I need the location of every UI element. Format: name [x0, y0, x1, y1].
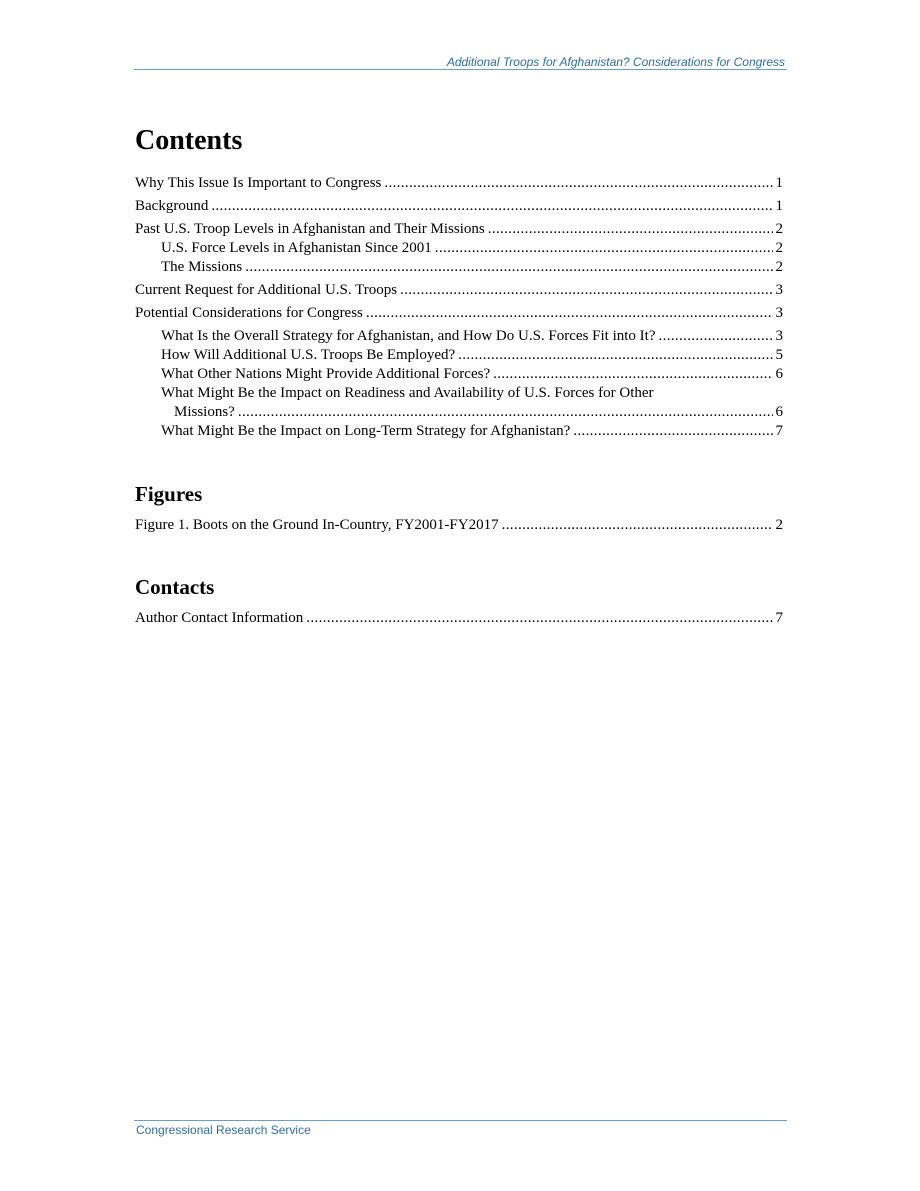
toc-entry[interactable]	[135, 304, 783, 323]
contents-list	[135, 174, 783, 441]
toc-subentry[interactable]	[135, 239, 783, 258]
toc-entry-text: Author Contact Information	[135, 610, 304, 626]
contents-title: Contents	[135, 125, 243, 156]
toc-entry-page: 2	[775, 259, 783, 275]
toc-entry-text: Background	[135, 198, 209, 214]
toc-subentry[interactable]	[135, 365, 783, 384]
header-rule	[134, 69, 787, 70]
contacts-heading: Contacts	[135, 575, 215, 599]
toc-entry-page: 5	[775, 347, 783, 363]
toc-subentry[interactable]	[135, 384, 783, 422]
toc-entry-page: 2	[775, 221, 783, 237]
toc-entry-text: Figure 1. Boots on the Ground In-Country, FY2001-FY2017	[135, 517, 499, 533]
toc-entry[interactable]	[135, 516, 783, 535]
toc-entry-page: 7	[775, 610, 783, 626]
toc-entry-page: 3	[775, 328, 783, 344]
toc-entry[interactable]	[135, 174, 783, 193]
toc-entry-page: 6	[775, 404, 783, 420]
toc-entry-page: 2	[775, 240, 783, 256]
toc-entry-page: 6	[775, 366, 783, 382]
toc-entry[interactable]	[135, 220, 783, 239]
toc-entry[interactable]	[135, 609, 783, 628]
toc-subentry[interactable]	[135, 422, 783, 441]
running-header: Additional Troops for Afghanistan? Considerations for Congress	[446, 55, 785, 69]
toc-entry-text: What Might Be the Impact on Long-Term Strategy for Afghanistan?	[161, 423, 571, 439]
toc-subentry[interactable]	[135, 346, 783, 365]
toc-entry-page: 1	[775, 198, 783, 214]
toc-entry-page: 3	[775, 305, 783, 321]
toc-entry-page: 2	[775, 517, 783, 533]
toc-subentry[interactable]	[135, 258, 783, 277]
toc-entry-text: How Will Additional U.S. Troops Be Employed?	[161, 347, 456, 363]
toc-subentry[interactable]	[135, 327, 783, 346]
figures-heading: Figures	[135, 482, 203, 506]
toc-entry[interactable]	[135, 281, 783, 300]
toc-entry-text: What Other Nations Might Provide Additional Forces?	[161, 366, 491, 382]
toc-entry[interactable]	[135, 197, 783, 216]
toc-entry-text: Past U.S. Troop Levels in Afghanistan and Their Missions	[135, 221, 485, 237]
toc-entry-text: Potential Considerations for Congress	[135, 305, 363, 321]
toc-entry-text: Why This Issue Is Important to Congress	[135, 175, 382, 191]
contacts-list	[135, 609, 783, 628]
toc-entry-page: 3	[775, 282, 783, 298]
toc-entry-text-continued: Missions?	[174, 404, 235, 420]
figures-list	[135, 516, 783, 535]
toc-entry-text: What Is the Overall Strategy for Afghanistan, and How Do U.S. Forces Fit into It?	[161, 328, 656, 344]
toc-entry-page: 7	[775, 423, 783, 439]
footer-rule	[134, 1120, 787, 1121]
toc-entry-page: 1	[775, 175, 783, 191]
toc-entry-text: What Might Be the Impact on Readiness and Availability of U.S. Forces for Other	[161, 385, 654, 401]
toc-entry-text: Current Request for Additional U.S. Troops	[135, 282, 398, 298]
toc-entry-text: U.S. Force Levels in Afghanistan Since 2001	[161, 240, 432, 256]
toc-entry-text: The Missions	[161, 259, 243, 275]
running-footer: Congressional Research Service	[136, 1123, 311, 1137]
